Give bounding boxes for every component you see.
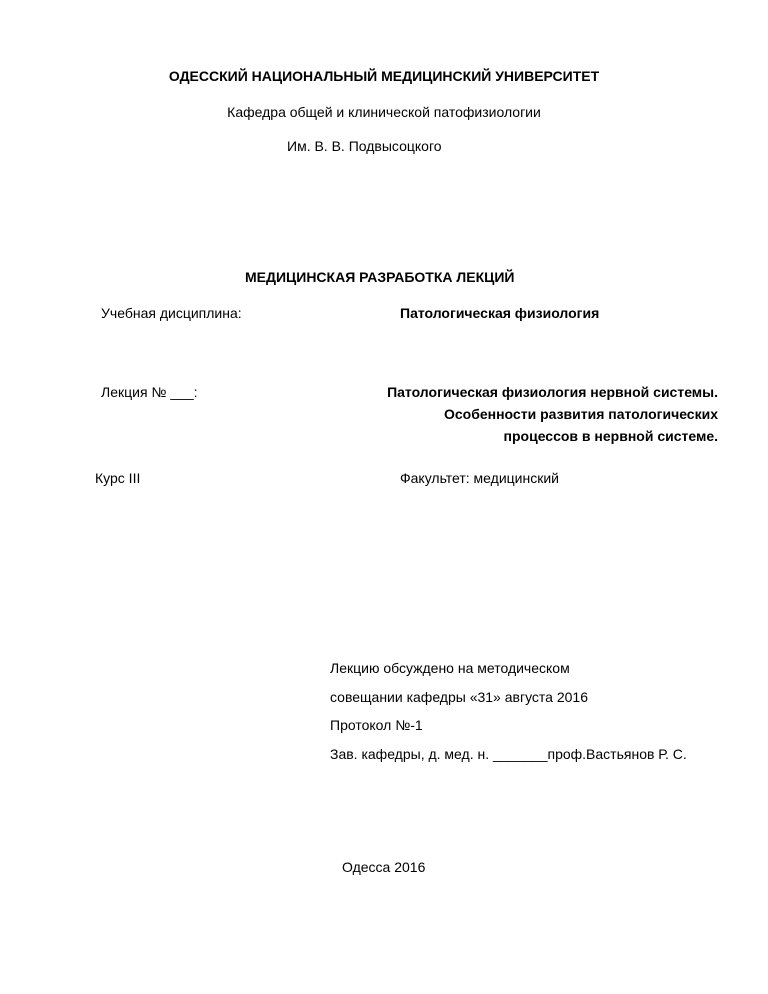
lecture-title-line-2: Особенности развития патологических — [443, 406, 718, 422]
protocol-number: Протокол №-1 — [330, 717, 423, 733]
city-year: Одесса 2016 — [342, 859, 426, 875]
discipline-label: Учебная дисциплина: — [101, 305, 242, 321]
discipline-value: Патологическая физиология — [400, 305, 600, 321]
head-of-department-signature-line: Зав. кафедры, д. мед. н. _______проф.Вастьянов Р. С. — [330, 746, 687, 762]
lecture-title-line-1: Патологическая физиология нервной системы. — [387, 384, 718, 400]
course-label: Курс III — [95, 470, 141, 486]
approval-line-2: совещании кафедры «31» августа 2016 — [330, 689, 588, 705]
approval-line-1: Лекцию обсуждено на методическом — [330, 660, 570, 676]
university-name: ОДЕССКИЙ НАЦИОНАЛЬНЫЙ МЕДИЦИНСКИЙ УНИВЕРСИТЕТ — [168, 68, 600, 84]
department-name: Кафедра общей и клинической патофизиологии — [227, 104, 541, 120]
lecture-label: Лекция № ___: — [101, 384, 198, 400]
document-title: МЕДИЦИНСКАЯ РАЗРАБОТКА ЛЕКЦИЙ — [245, 269, 515, 285]
lecture-title-line-3: процессов в нервной системе. — [503, 428, 718, 444]
department-named-after: Им. В. В. Подвысоцкого — [287, 138, 442, 154]
faculty-label: Факультет: медицинский — [400, 470, 559, 486]
